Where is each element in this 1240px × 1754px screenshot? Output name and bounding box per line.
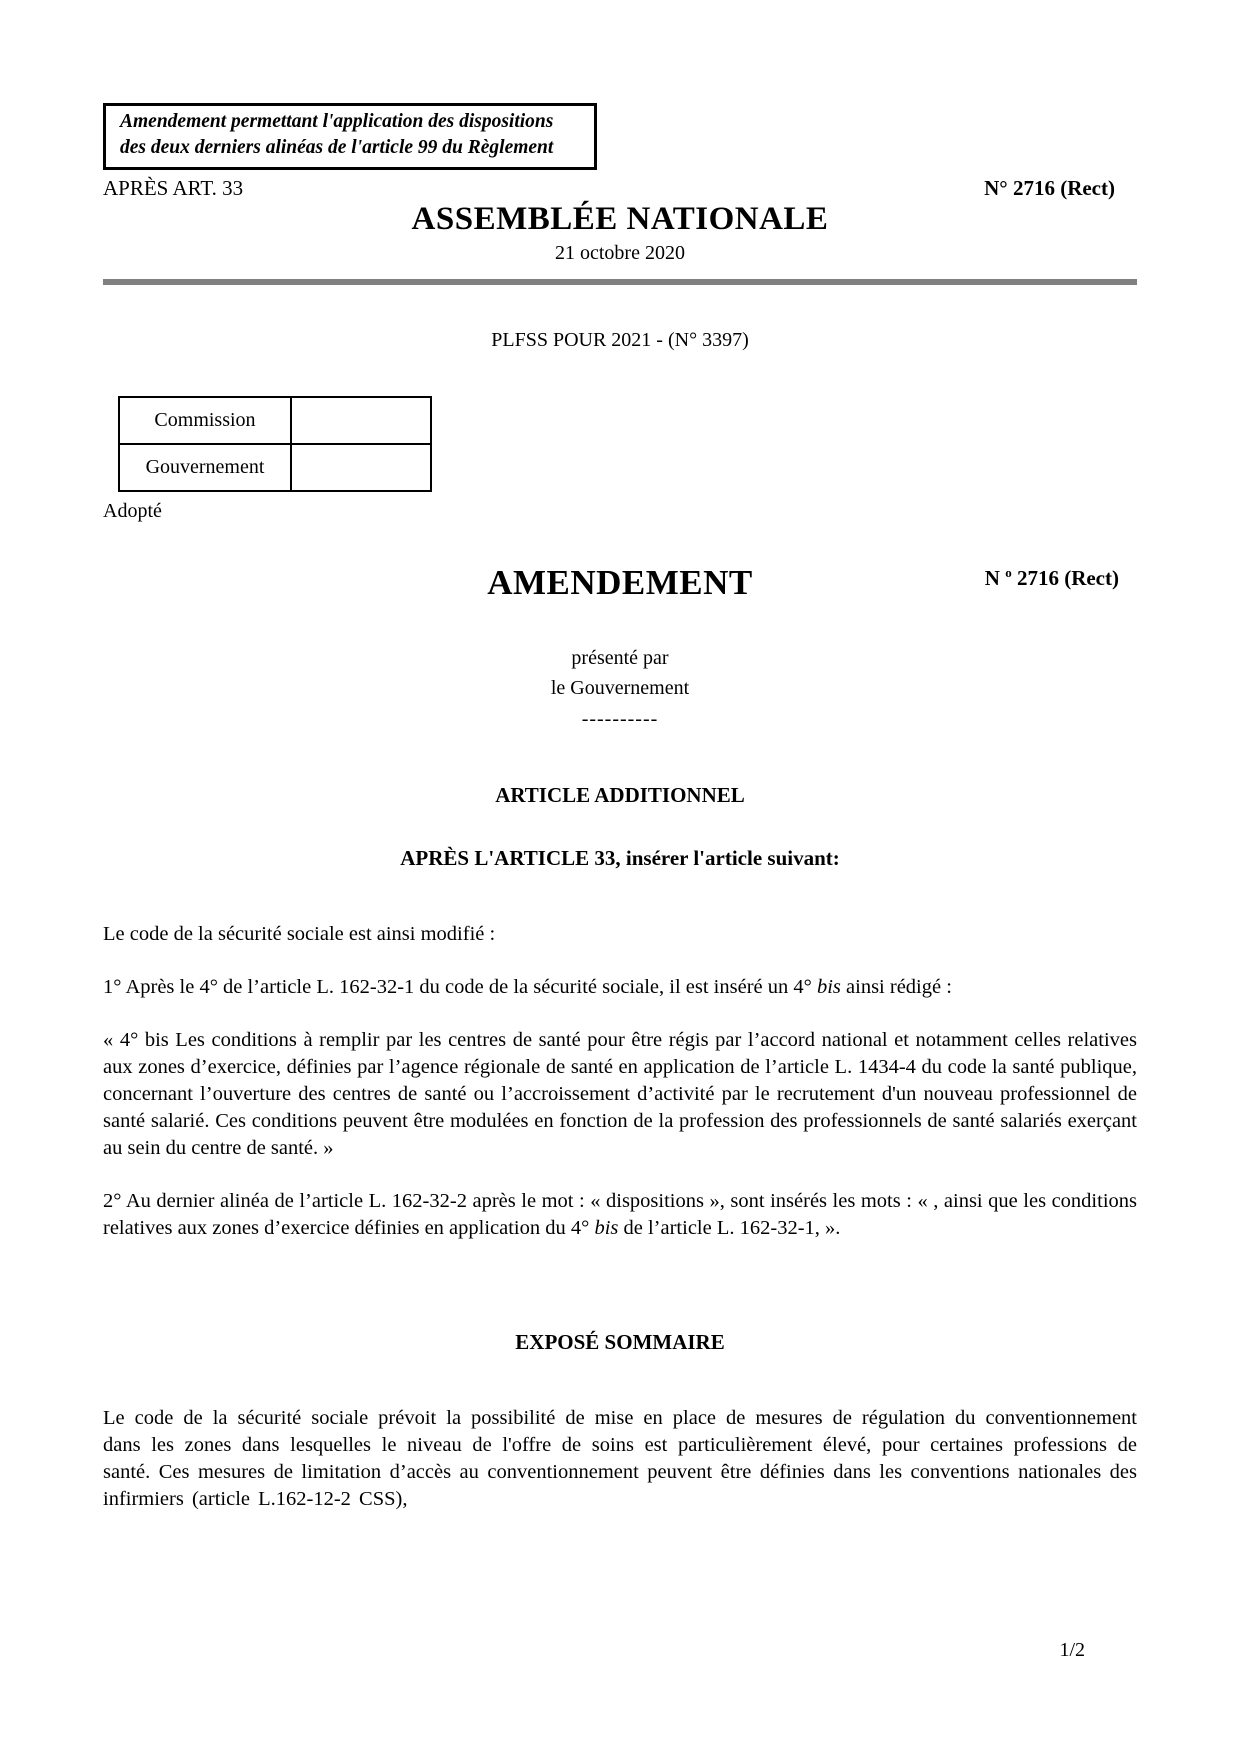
insertion-instruction: APRÈS L'ARTICLE 33, insérer l'article suivant: [400,845,840,870]
table-row [119,444,431,491]
commission-label-cell: Commission [119,397,291,444]
dash-separator: ---------- [581,707,659,730]
gouvernement-label-cell: Gouvernement [119,444,291,491]
paragraph-2-bis: bis [816,975,841,998]
paragraph-4-bis: bis [594,1216,619,1239]
procedural-notice-box [103,103,597,170]
amendment-number-rest: 2716 (Rect) [1011,565,1119,590]
amendment-number-top: N° 2716 (Rect) [984,175,1115,200]
paragraph-2-text: 1° Après le 4° de l’article L. 162-32-1 du code de la sécurité sociale, il est inséré un 4° [103,975,817,998]
amendment-number-n: N [984,565,1000,590]
summary-paragraph-1: Le code de la sécurité sociale prévoit la possibilité de mise en place de mesures de régulation du conventionnement dans les zones dans lesquelles le niveau de l'offre de soins est particulièrement élevé, pour certaines professions de santé. Ces mesures de limitation d’accès au conventionnement peuvent être définies dans les conventions nationales des infirmiers (article L.162-12-2 CSS), [103,1406,1137,1510]
status-table [118,396,432,492]
gouvernement-value-cell [291,444,431,491]
body-paragraph-2 [103,974,1137,1001]
paragraph-4-end: de l’article L. 162-32-1, ». [618,1216,841,1239]
presented-by-label: présenté par [571,646,669,669]
assembly-title: ASSEMBLÉE NATIONALE [411,200,829,237]
body-paragraph-1: Le code de la sécurité sociale est ainsi modifié : [103,922,496,945]
body-paragraph-3: « 4° bis Les conditions à remplir par les centres de santé pour être régis par l’accord national et notamment celles relatives aux zones d’exercice, définies par l’agence régionale de santé en application de l’article L. 1434-4 du code la santé publique, concernant l’ouverture des centres de santé ou l’accroissement d’activité par le recrutement d'un nouveau professionnel de santé salarié. Ces conditions peuvent être modulées en fonction de la profession des professionnels de santé salariés exerçant au sein du centre de santé. » [103,1028,1137,1159]
notice-line-1: Amendement permettant l'application des dispositions [120,111,554,132]
commission-value-cell [291,397,431,444]
page-number: 1/2 [1059,1639,1085,1661]
amendment-number-sup: o [1005,564,1012,580]
amendment-title: AMENDEMENT [487,562,753,602]
horizontal-rule [103,279,1137,285]
amendment-heading-row [103,563,1137,603]
header-row [103,176,1137,201]
amendment-number-mid [985,565,1119,591]
adopted-status: Adopté [103,499,162,522]
after-article-label: APRÈS ART. 33 [103,175,244,200]
table-row [119,397,431,444]
notice-line-2: des deux derniers alinéas de l'article 99 du Règlement [120,137,554,159]
paragraph-4-text: 2° Au dernier alinéa de l’article L. 162-32-2 après le mot : « dispositions », sont insérés les mots : « , ainsi que les conditions relatives aux zones d’exercice définies en application du 4° [103,1189,1137,1239]
bill-reference: PLFSS POUR 2021 - (N° 3397) [491,328,749,351]
additional-article-heading: ARTICLE ADDITIONNEL [495,782,745,807]
summary-statement-heading: EXPOSÉ SOMMAIRE [515,1329,725,1354]
document-date: 21 octobre 2020 [555,241,685,264]
paragraph-2-end: ainsi rédigé : [840,975,952,998]
body-paragraph-4 [103,1188,1137,1242]
author-name: le Gouvernement [550,676,690,699]
